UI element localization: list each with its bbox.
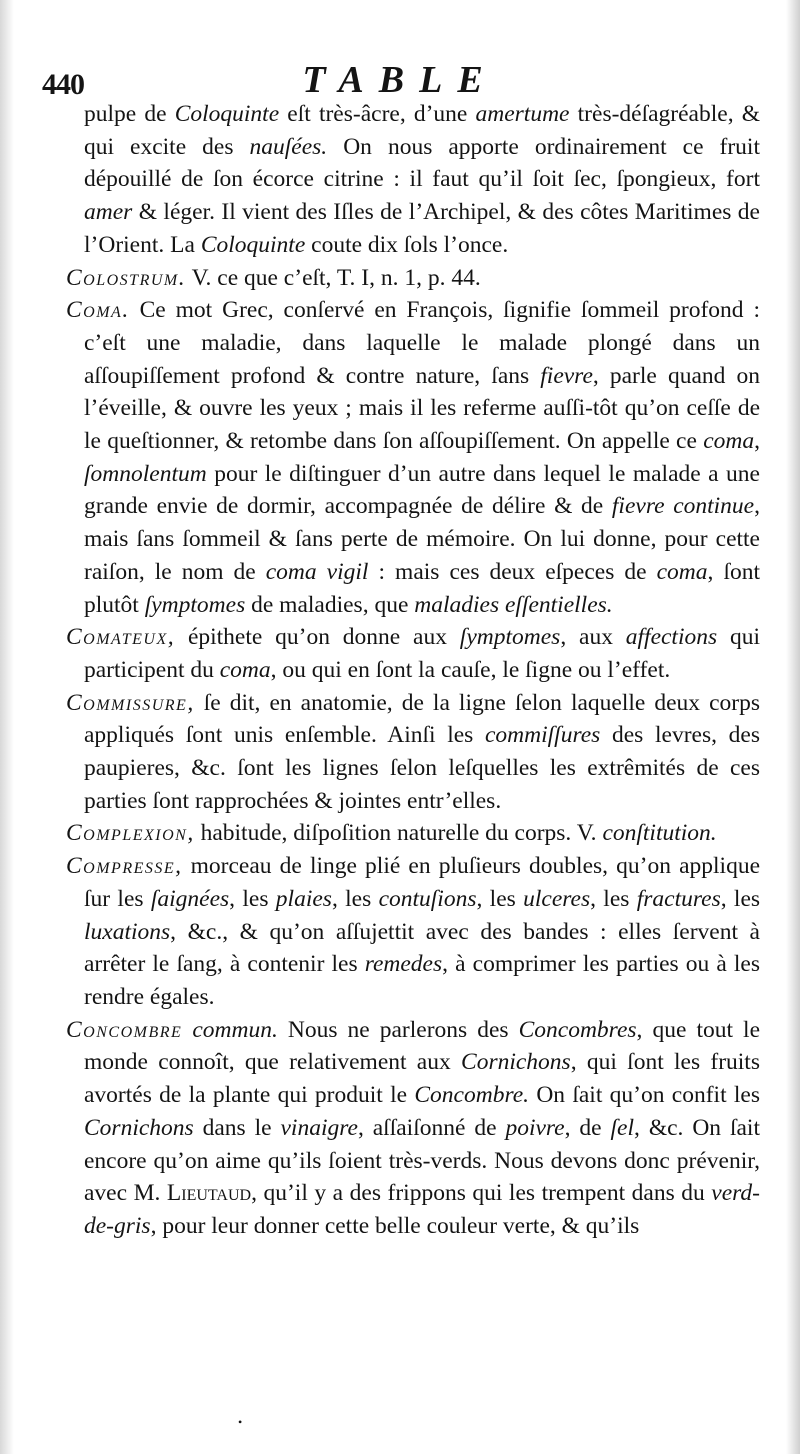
entry-complexion: Complexion, habitude, diſpoſition naturelle du corps. V. conſtitution.	[66, 820, 717, 847]
headword: Compresse,	[66, 853, 183, 880]
page-header	[38, 54, 762, 102]
scan-edge-right	[786, 0, 800, 1454]
headword: Coma.	[66, 297, 130, 324]
headword: Commissure,	[66, 689, 195, 716]
headword: Comateux,	[66, 624, 176, 651]
entry-coma: Coma. Ce mot Grec, conſervé en François, ſignifie ſommeil profond : c’eſt une maladie, dans laquelle le malade plongé dans un aſſoupiſſement profond & contre nature, ſans fievre, parle quand on l’éveille, & ouvre les yeux ; mais il les referme auſſi-tôt qu’on ceſſe de le queſtionner, & retombe dans ſon aſſoupiſſement. On appelle ce coma, ſomnolentum pour le diſtinguer d’un autre dans lequel le malade a une grande envie de dormir, accompagnée de délire & de fievre continue, mais ſans ſommeil & ſans perte de mémoire. On lui donne, pour cette raiſon, le nom de coma vigil : mais ces deux eſpeces de coma, ſont plutôt ſymptomes de maladies, que maladies eſſentielles.	[66, 297, 760, 618]
entry-comateux: Comateux, épithete qu’on donne aux ſymptomes, aux affections qui participent du coma, ou qui en ſont la cauſe, le ſigne ou l’effet.	[66, 624, 760, 683]
page-number: 440	[42, 68, 84, 101]
headword: Concombre	[66, 1016, 183, 1043]
headword: Complexion,	[66, 820, 195, 847]
footer-mark: •	[238, 1415, 243, 1429]
running-head: TABLE	[302, 59, 498, 101]
entry-concombre: Concombre commun. Nous ne parlerons des Concombres, que tout le monde connoît, que relativement aux Cornichons, qui ſont les fruits avortés de la plante qui produit le Concombre. On ſait qu’on confit les Cornichons dans le vinaigre, aſſaiſonné de poivre, de ſel, &c. On ſait encore qu’on aime qu’ils ſoient très-verds. Nous devons donc prévenir, avec M. Lieutaud, qu’il y a des frippons qui les trempent dans du verd-de-gris, pour leur donner cette belle couleur verte, & qu’ils	[66, 1016, 761, 1239]
author-name: Lieutaud	[166, 1180, 252, 1207]
text-block	[58, 98, 760, 1243]
scan-edge-left	[0, 0, 14, 1454]
headword: Colostrum.	[66, 264, 187, 291]
entry-compresse: Compresse, morceau de linge plié en pluſieurs doubles, qu’on applique ſur les ſaignées, les plaies, les contuſions, les ulceres, les fractures, les luxations, &c., & qu’on aſſujettit avec des bandes : elles ſervent à arrêter le ſang, à contenir les remedes, à comprimer les parties ou à les rendre égales.	[66, 853, 761, 1010]
entry-commissure: Commissure, ſe dit, en anatomie, de la ligne ſelon laquelle deux corps appliqués ſont unis enſemble. Ainſi les commiſſures des levres, des paupieres, &c. ſont les lignes ſelon leſquelles les extrêmités de ces parties ſont rapprochées & jointes entr’elles.	[66, 689, 760, 814]
entry-coloquinte-continued: pulpe de Coloquinte eſt très-âcre, d’une amertume très-déſagréable, & qui excite des nauſées. On nous apporte ordinairement ce fruit dépouillé de ſon écorce citrine : il faut qu’il ſoit ſec, ſpongieux, fort amer & léger. Il vient des Iſles de l’Archipel, & des côtes Maritimes de l’Orient. La Coloquinte coute dix ſols l’once.	[84, 101, 761, 258]
entry-colostrum: Colostrum. V. ce que c’eſt, T. I, n. 1, p. 44.	[66, 264, 481, 291]
